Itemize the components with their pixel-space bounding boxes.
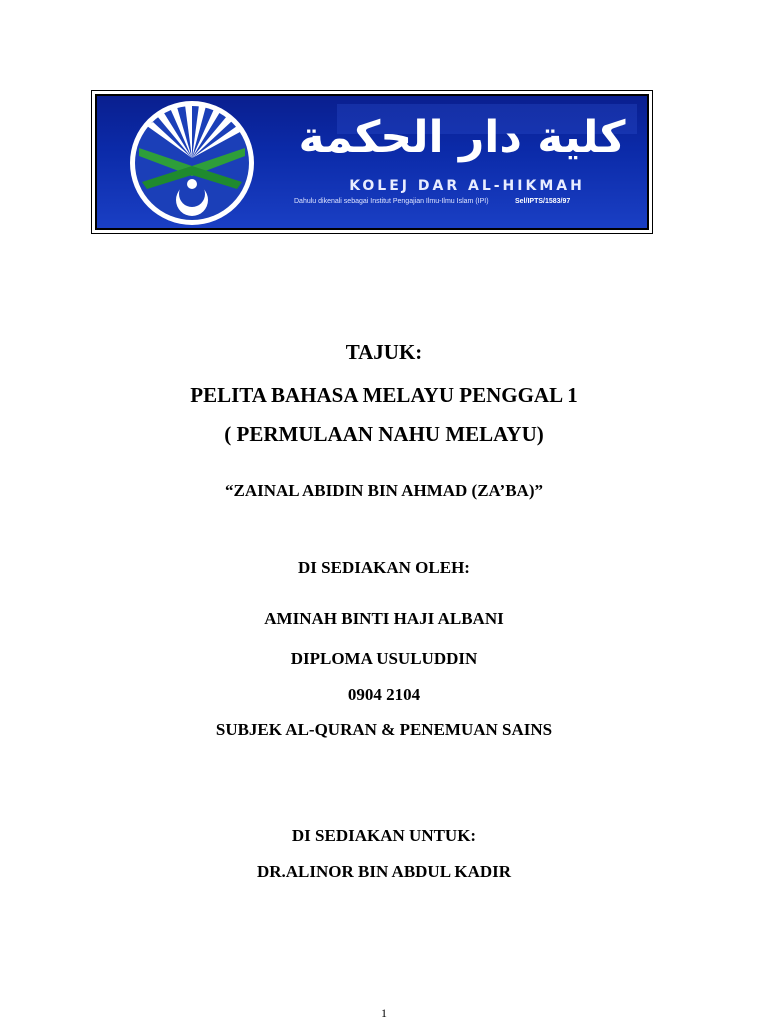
college-registration-number: Sel/IPTS/1583/97 (515, 198, 571, 205)
book-author: “ZAINAL ABIDIN BIN AHMAD (ZA’BA)” (225, 481, 543, 500)
college-arabic-name: كلية دار الحكمة (298, 112, 626, 163)
document-title: PELITA BAHASA MELAYU PENGGAL 1 (190, 383, 578, 407)
student-id: 0904 2104 (347, 685, 421, 704)
page-number: 1 (381, 1006, 387, 1020)
document-subtitle: ( PERMULAAN NAHU MELAYU) (224, 422, 544, 446)
lecturer-name: DR.ALINOR BIN ABDUL KADIR (256, 862, 512, 881)
college-latin-name: KOLEJ DAR AL-HIKMAH (349, 178, 585, 194)
college-banner (91, 90, 653, 234)
prepared-for-label: DI SEDIAKAN UNTUK: (291, 826, 477, 845)
banner-panel (95, 94, 649, 230)
program-name: DIPLOMA USULUDDIN (290, 649, 478, 668)
prepared-by-label: DI SEDIAKAN OLEH: (298, 558, 470, 577)
college-former-name-note: Dahulu dikenali sebagai Institut Pengajian Ilmu-Ilmu Islam (IPI) (294, 198, 489, 205)
student-name: AMINAH BINTI HAJI ALBANI (264, 609, 504, 628)
subject-name: SUBJEK AL-QURAN & PENEMUAN SAINS (215, 720, 553, 739)
heading-label: TAJUK: (345, 340, 423, 364)
